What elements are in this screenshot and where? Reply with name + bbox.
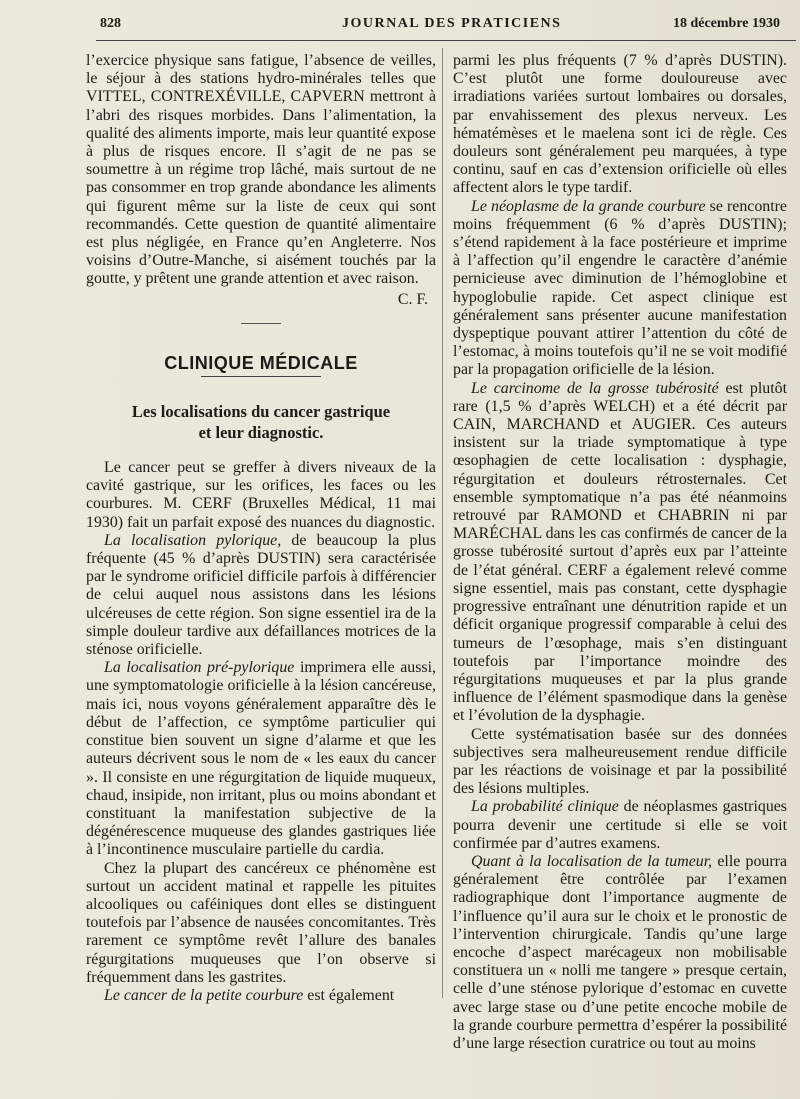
paragraph-pre-pylorique	[86, 659, 436, 859]
text-probabilite: de néoplasmes gastriques pourra devenir une certitude si elle se voit confirmée par d’autres examens.	[453, 798, 787, 852]
text-localisation-tumeur: elle pourra généralement être contrôlée par l’examen radiographique dont l’importance augmente de l’influence qu’il aura sur le choix et le pronostic de l’intervention chirurgicale. Tandis qu’une large encoche d’aspect marécageux non mobilisable constituera un « nolli me tangere » presque certain, celle d’une sténose pylorique d’estomac en cuvette avec large stase ou d’une petite encoche mobile de la grande courbure permettra d’espérer la possibilité d’une large résection curatrice ou tout au moins	[453, 852, 787, 1052]
article-title	[86, 401, 436, 443]
lead-probabilite: La probabilité clinique	[471, 798, 619, 816]
column-divider	[442, 48, 443, 998]
lead-petite-courbure: Le cancer de la petite courbure	[104, 986, 304, 1004]
paragraph-intro-cancer: Le cancer peut se greffer à divers niveaux de la cavité gastrique, sur les orifices, les faces ou les courbures. M. CERF (Bruxelles Médical, 11 mai 1930) fait un parfait exposé des nuances du diagnostic.	[86, 459, 436, 531]
lead-pylorique: La localisation pylorique,	[104, 531, 282, 549]
header-rule	[96, 40, 796, 41]
text-grosse-tuberosite: est plutôt rare (1,5 % d’après WELCH) et a été décrit par CAIN, MARCHAND et AUGIER. Ces auteurs insistent sur la triade symptomatique à type œsophagien de cette localisation : dysphagie, régurgitation et douleurs rétrosternales. Cet ensemble symptomatique n’a pas été néanmoins retrouvé par RAMOND et CHABRIN ni par MARÉCHAL dans les cas confirmés de cancer de la grosse tubérosité surtout d’après eux par l’atteinte de l’état général. CERF a également relevé comme signe essentiel, mais pas constant, cette dysphagie progressive entraînant une dénutrition rapide et un déficit organique progressif comparable à celui des tumeurs de l’œsophage, mais s’en distinguant toutefois par l’importance moindre des régurgitations muqueuses et par la plus grande influence de l’élément spasmodique dans la genèse et l’évolution de la dysphagie.	[453, 379, 787, 725]
journal-title: JOURNAL DES PRATICIENS	[342, 16, 562, 31]
paragraph-systematisation: Cette systématisation basée sur des données subjectives sera malheureusement rendue difficile par les réactions de voisinage et par la possibilité des lésions multiples.	[453, 725, 787, 798]
separator-rule	[241, 323, 281, 324]
running-header	[100, 14, 780, 36]
text-pylorique: de beaucoup la plus fréquente (45 % d’après DUSTIN) sera caractérisée par le syndrome orificiel difficile parfois à différencier de celui auquel nous assistons dans les lésions ulcéreuses de cette région. Son signe essentiel ira de la simple douleur tardive aux défaillances motrices de la sténose orificielle.	[86, 531, 437, 659]
article-title-line-1: Les localisations du cancer gastrique	[131, 402, 391, 422]
left-column	[86, 52, 436, 1005]
section-underline	[201, 376, 321, 377]
paragraph-pylorique	[86, 532, 436, 659]
paragraph-localisation-tumeur	[453, 853, 787, 1053]
lead-localisation-tumeur: Quant à la localisation de la tumeur,	[471, 852, 713, 870]
lead-grande-courbure: Le néoplasme de la grande courbure	[471, 197, 706, 215]
paragraph-probabilite	[453, 798, 787, 853]
paragraph-grosse-tuberosite	[453, 380, 787, 726]
intro-paragraph: l’exercice physique sans fatigue, l’absence de veilles, le séjour à des stations hydro-minérales telles que VITTEL, CONTREXÉVILLE, CAPVERN mettront à l’abri des risques morbides. Dans l’alimentation, la qualité des aliments importe, mais leur quantité expose à plus de risques encore. Il s’agit de ne pas se soumettre à un régime trop lâché, mais surtout de ne pas consommer en trop grande abondance les aliments qui figurent même sur la liste de ceux qui sont recommandés. Cette question de quantité alimentaire est plus négligée, en France qu’en Angleterre. Nos voisins d’Outre-Manche, si aisément touchés par la goutte, y prêtent une grande attention et avec raison.	[86, 52, 436, 288]
text-petite-courbure: est également	[303, 986, 395, 1004]
paragraph-grande-courbure	[453, 198, 787, 380]
right-column	[453, 52, 787, 1053]
author-signature: C. F.	[397, 290, 428, 308]
lead-pre-pylorique: La localisation pré-pylorique	[104, 659, 295, 677]
paragraph-accident-matinal: Chez la plupart des cancéreux ce phénomène est surtout un accident matinal et rappelle les pituites alcooliques ou caféiniques dont elles se distinguent toutefois par l’absence de nausées concomitantes. Très rarement ce symptôme revêt l’allure des banales régurgitations muqueuses que l’on observe si fréquemment dans les gastrites.	[86, 859, 436, 986]
text-pre-pylorique: imprimera elle aussi, une symptomatologie orificielle à la lésion cancéreuse, mais ici, nous voyons généralement apparaître dès le début de l’affection, ce symptôme particulier qui constitue bien souvent un signe d’alarme et que les auteurs décrivent sous le nom de « les eaux du cancer ». Il consiste en une régurgitation de liquide muqueux, chaud, insipide, non irritant, plus ou moins abondant et constituant la manifestation subjective de la dégénérescence muqueuse des glandes gastriques liée à l’incontinence musculaire partielle du cardia.	[86, 659, 436, 859]
text-grande-courbure: se rencontre moins fréquemment (6 % d’après DUSTIN); s’étend rapidement à la face postérieure et imprime à l’affection qu’il engendre le caractère d’anémie pernicieuse avec diminution de l’hémoglobine et hypoglobulie rapide. Cet aspect clinique est généralement sans présenter aucune manifestation dyspeptique pouvant attirer l’attention du côté de l’estomac, à moins toutefois qu’il ne se voit modifié par la propagation orificielle de la lésion.	[453, 197, 787, 379]
article-title-line-2: et leur diagnostic.	[198, 423, 324, 443]
issue-date: 18 décembre 1930	[672, 16, 780, 31]
lead-grosse-tuberosite: Le carcinome de la grosse tubérosité	[471, 379, 719, 397]
section-title: CLINIQUE MÉDICALE	[164, 352, 358, 373]
paragraph-petite-courbure	[86, 987, 436, 1005]
page-number: 828	[100, 16, 121, 31]
paragraph-frequents: parmi les plus fréquents (7 % d’après DUSTIN). C’est plutôt une forme douloureuse avec irradiations variées surtout lombaires ou dorsales, par envahissement des plexus nerveux. Les hématémèses et le maelena sont ici de règle. Ces douleurs sont généralement peu marquées, à type continu, sauf en cas d’extension orificielle où elles affectent alors le type tardif.	[453, 52, 787, 197]
